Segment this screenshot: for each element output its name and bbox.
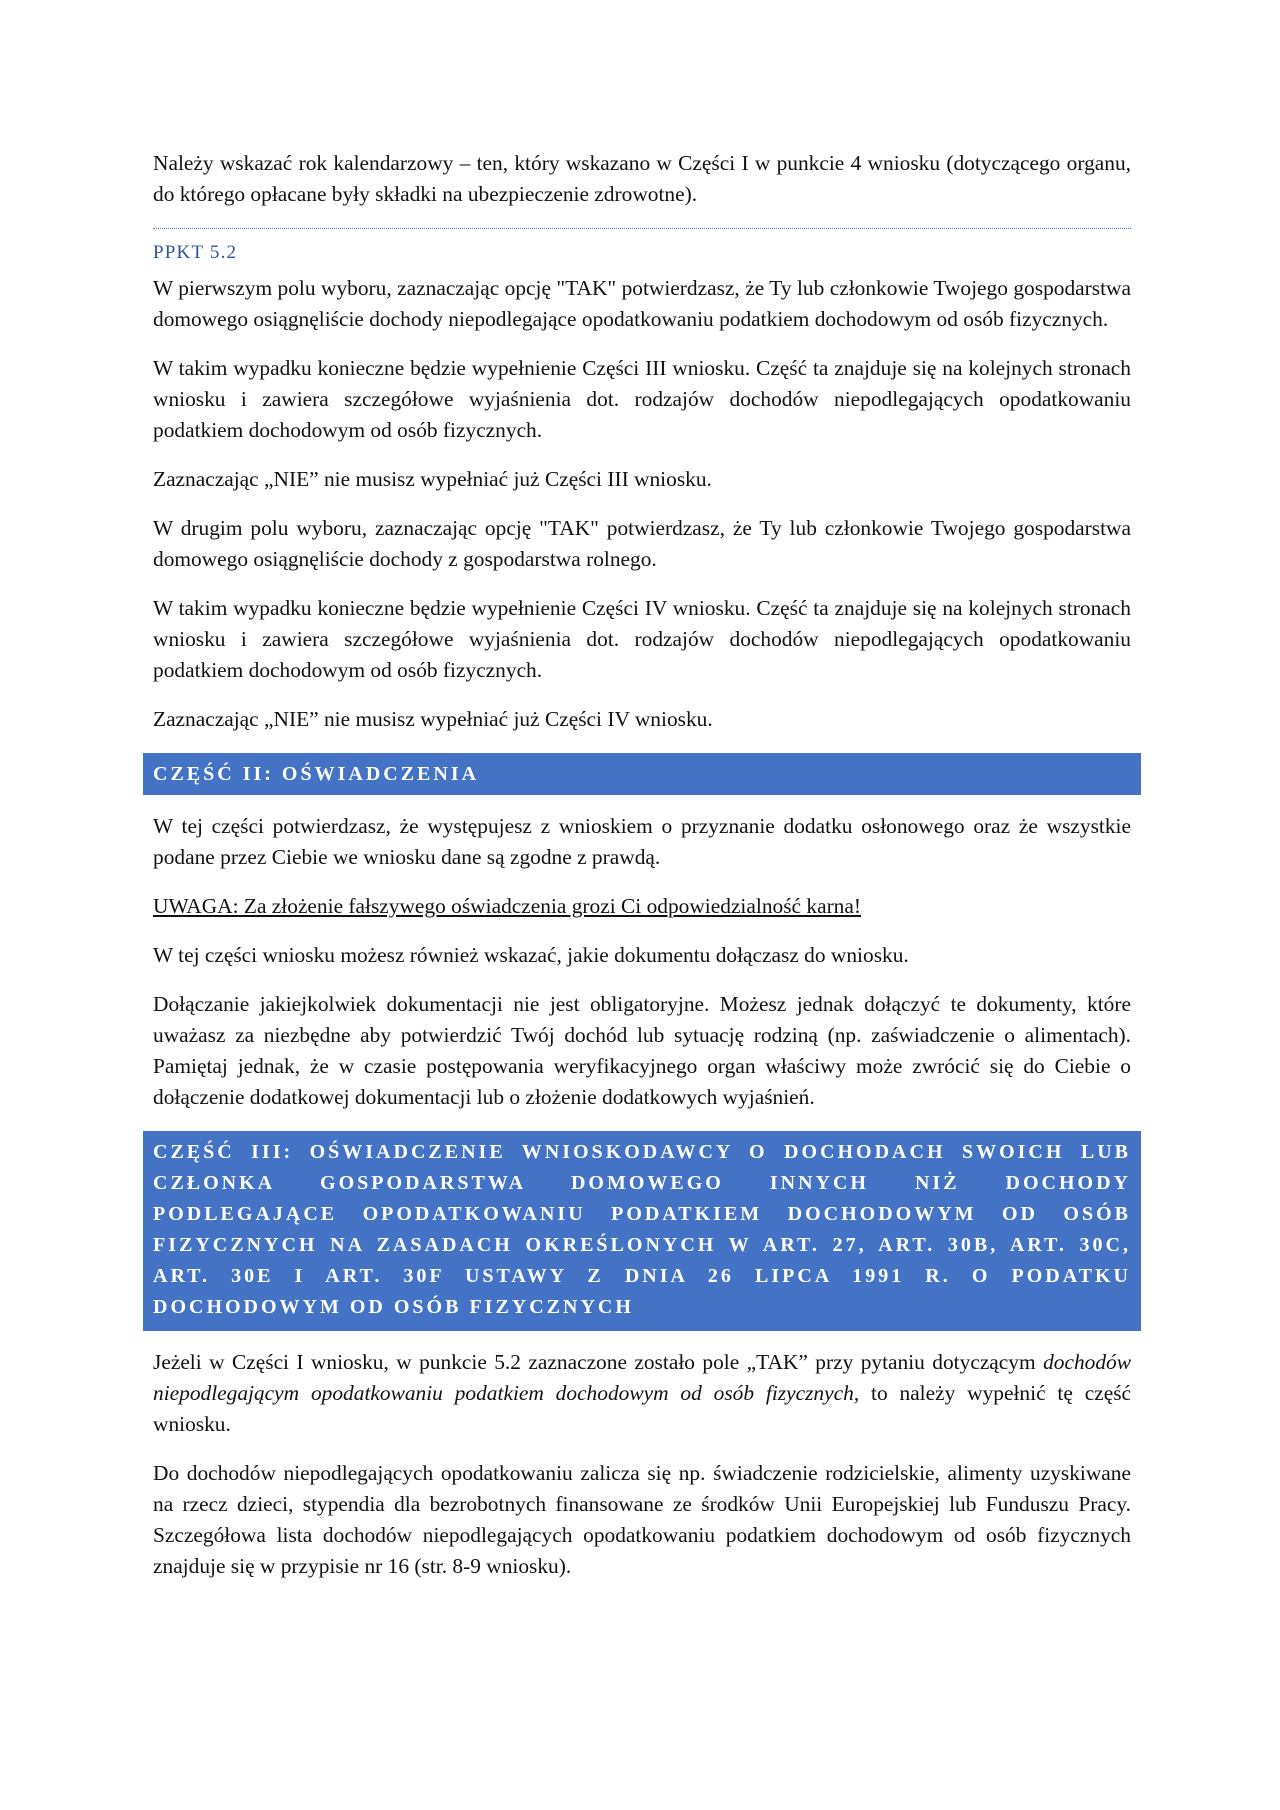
document-page: [153, 148, 1131, 1600]
warning-note: UWAGA: Za złożenie fałszywego oświadczenia grozi Ci odpowiedzialność karna!: [153, 894, 861, 918]
subheading-ppkt-5-2: PPKT 5.2: [153, 228, 1131, 267]
paragraph-part-iii-required: W takim wypadku konieczne będzie wypełnienie Części III wniosku. Część ta znajduje się na kolejnych stronach wniosku i zawiera szczegółowe wyjaśnienia dot. rodzajów dochodów niepodlegających opodatkowaniu podatkiem dochodowym od osób fizycznych.: [153, 356, 1131, 442]
text-span: , to należy wypełnić tę część wniosku.: [153, 1381, 1132, 1436]
italic-phrase: dochodów niepodlegającym opodatkowaniu podatkiem dochodowym od osób fizycznych: [153, 1350, 1131, 1405]
paragraph-year: Należy wskazać rok kalendarzowy – ten, który wskazano w Części I w punkcie 4 wniosku (dotyczącego organu, do którego opłacane były składki na ubezpieczenie zdrowotne).: [153, 151, 1131, 206]
paragraph-documents: W tej części wniosku możesz również wskazać, jakie dokumentu dołączasz do wniosku.: [153, 943, 909, 967]
text-span: Jeżeli w Części I wniosku, w punkcie 5.2 zaznaczone zostało pole „TAK” przy pytaniu dotyczącym: [153, 1350, 1044, 1374]
section-heading-part-iii: CZĘŚĆ III: OŚWIADCZENIE WNIOSKODAWCY O DOCHODACH SWOICH LUB CZŁONKA GOSPODARSTWA DOMOWEGO INNYCH NIŻ DOCHODY PODLEGAJĄCE OPODATKOWANIU PODATKIEM DOCHODOWYM OD OSÓB FIZYCZNYCH NA ZASADACH OKREŚLONYCH W ART. 27, ART. 30B, ART. 30C, ART. 30E I ART. 30F USTAWY Z DNIA 26 LIPCA 1991 R. O PODATKU DOCHODOWYM OD OSÓB FIZYCZNYCH: [143, 1131, 1141, 1331]
paragraph-no-part-iv: Zaznaczając „NIE” nie musisz wypełniać już Części IV wniosku.: [153, 707, 713, 731]
paragraph-confirmation: W tej części potwierdzasz, że występujesz z wnioskiem o przyznanie dodatku osłonowego oraz że wszystkie podane przez Ciebie we wniosku dane są zgodne z prawdą.: [153, 814, 1131, 869]
paragraph-no-part-iii: Zaznaczając „NIE” nie musisz wypełniać już Części III wniosku.: [153, 467, 712, 491]
paragraph-second-choice: W drugim polu wyboru, zaznaczając opcję "TAK" potwierdzasz, że Ty lub członkowie Twojego gospodarstwa domowego osiągnęliście dochody z gospodarstwa rolnego.: [153, 516, 1131, 571]
paragraph-documentation-optional: Dołączanie jakiejkolwiek dokumentacji nie jest obligatoryjne. Możesz jednak dołączyć te dokumenty, które uważasz za niezbędne aby potwierdzić Twój dochód lub sytuację rodziną (np. zaświadczenie o alimentach). Pamiętaj jednak, że w czasie postępowania weryfikacyjnego organ właściwy może zwrócić się do Ciebie o dołączenie dodatkowej dokumentacji lub o złożenie dodatkowych wyjaśnień.: [153, 992, 1131, 1109]
paragraph-untaxed-income-examples: Do dochodów niepodlegających opodatkowaniu zalicza się np. świadczenie rodzicielskie, alimenty uzyskiwane na rzecz dzieci, stypendia dla bezrobotnych finansowane ze środków Unii Europejskiej lub Funduszu Pracy. Szczegółowa lista dochodów niepodlegających opodatkowaniu podatkiem dochodowym od osób fizycznych znajduje się w przypisie nr 16 (str. 8-9 wniosku).: [153, 1461, 1131, 1578]
section-heading-part-ii: CZĘŚĆ II: OŚWIADCZENIA: [143, 753, 1141, 795]
paragraph-first-choice: W pierwszym polu wyboru, zaznaczając opcję "TAK" potwierdzasz, że Ty lub członkowie Twojego gospodarstwa domowego osiągnęliście dochody niepodlegające opodatkowaniu podatkiem dochodowym od osób fizycznych.: [153, 276, 1131, 331]
paragraph-part-iv-required: W takim wypadku konieczne będzie wypełnienie Części IV wniosku. Część ta znajduje się na kolejnych stronach wniosku i zawiera szczegółowe wyjaśnienia dot. rodzajów dochodów niepodlegających opodatkowaniu podatkiem dochodowym od osób fizycznych.: [153, 596, 1131, 682]
paragraph-part-iii-condition: [153, 1347, 1131, 1440]
